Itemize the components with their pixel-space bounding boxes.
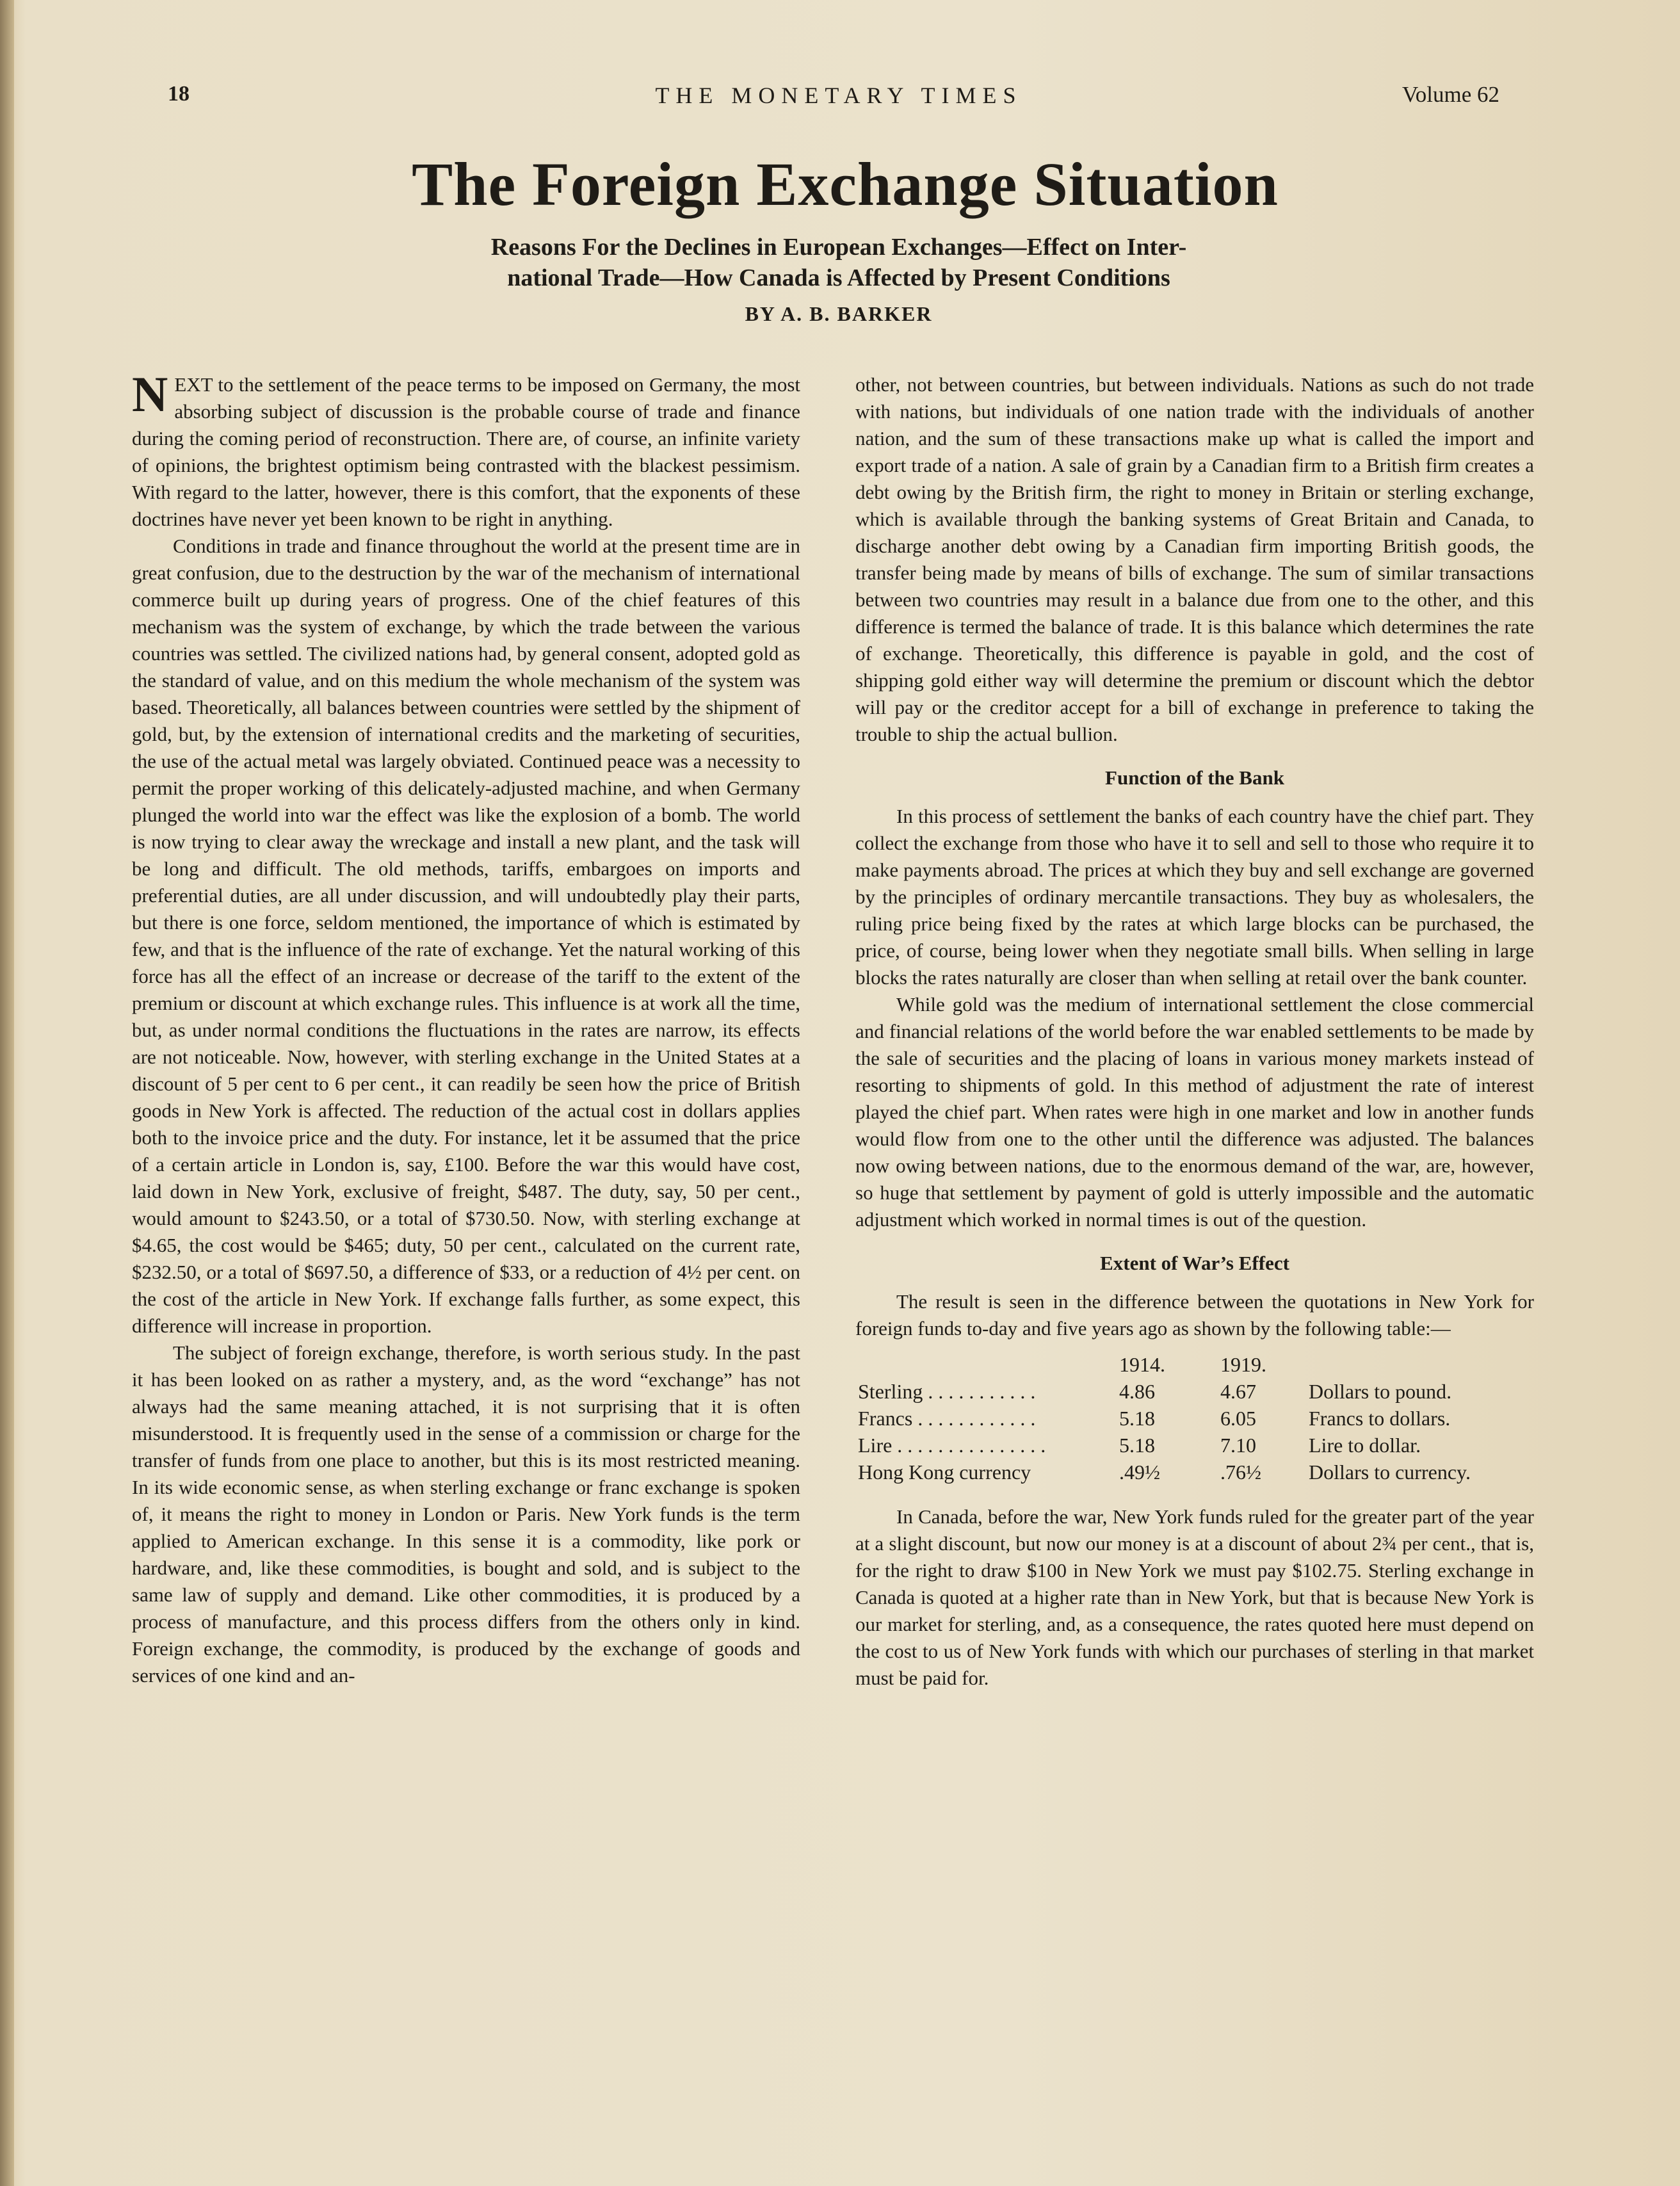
table-row	[855, 1378, 1534, 1405]
byline: BY A. B. BARKER	[745, 302, 933, 325]
rate-unit: Dollars to pound.	[1309, 1380, 1452, 1403]
paragraph-8: In Canada, before the war, New York funds ruled for the greater part of the year at a slight discount, but now our money is at a discount of about 2¾ per cent., that is, for the right to draw $100 in New York we must pay $102.75. Sterling exchange in Canada is quoted at a higher rate than in New York, but that is because New York is our market for sterling, and, as a consequence, the rates quoted here must depend on the cost to us of New York funds with which our purchases of sterling in that market must be paid for.	[855, 1505, 1534, 1689]
rate-unit: Lire to dollar.	[1309, 1434, 1421, 1457]
heading-function-of-bank: Function of the Bank	[1105, 766, 1284, 789]
page-number: 18	[168, 82, 190, 106]
paragraph-6: While gold was the medium of international settlement the close commercial and financial relations of the world before the war enabled settlements to be made by the sale of securities and the placing of loans in various money markets instead of resorting to shipments of gold. In this method of adjustment the rate of interest played the chief part. When rates were high in one market and low in another funds would flow from one to the other until the difference was adjusted. The balances now owing between nations, due to the enormous demand of the war, are, however, so huge that settlement by payment of gold is utterly impossible and the automatic adjustment which worked in normal times is out of the question.	[855, 993, 1534, 1231]
rate-unit: Francs to dollars.	[1309, 1407, 1451, 1430]
rate-1914: 5.18	[1119, 1434, 1155, 1457]
paragraph-1	[132, 366, 800, 533]
volume-label: Volume 62	[1402, 82, 1499, 107]
paragraph-7: The result is seen in the difference between the quotations in New York for foreign funds to-day and five years ago as shown by the following table:—	[855, 1290, 1534, 1340]
currency-name: Francs . . . . . . . . . . . .	[858, 1407, 1036, 1430]
article-title: The Foreign Exchange Situation	[412, 150, 1279, 218]
table-header-cell	[855, 1351, 1117, 1378]
subtitle-line-1: Reasons For the Declines in European Exchanges—Effect on Inter-	[490, 234, 1187, 261]
paragraph-4: other, not between countries, but between individuals. Nations as such do not trade with nations, but individuals of one nation trade with the individuals of another nation, and the sum of these transactions make up what is called the import and export trade of a nation. A sale of grain by a Canadian firm to a British firm creates a debt owing by the British firm, the right to money in Britain or sterling exchange, which is available through the banking systems of Great Britain and Canada, to discharge another debt owing by a Canadian firm importing British goods, the transfer being made by means of bills of exchange. The sum of similar transactions between two countries may result in a balance due from one to the other, and this difference is termed the balance of trade. It is this balance which determines the rate of exchange. Theoretically, this difference is payable in gold, and the cost of shipping gold either way will determine the premium or discount which the debtor will pay or the creditor accept for a bill of exchange in preference to taking the trouble to ship the actual bullion.	[855, 373, 1534, 745]
paragraph-1-text: EXT to the settlement of the peace terms to be imposed on Germany, the most absorbing subject of discussion is the probable course of trade and finance during the coming period of reconstruction. There are, of course, an infinite variety of opinions, the brightest optimism being contrasted with the blackest pessimism. With regard to the latter, however, there is this comfort, that the exponents of these doctrines have never yet been known to be right in anything.	[132, 373, 800, 530]
paragraph-3: The subject of foreign exchange, therefore, is worth serious study. In the past it has been looked on as rather a mystery, and, as the word “exchange” has not always had the same meaning attached, it is not surprising that it is often misunderstood. It is frequently used in the sense of a commission or charge for the transfer of funds from one place to another, but this is its most restricted meaning. In its wide economic sense, as when sterling exchange or franc exchange is spoken of, it means the right to money in London or Paris. New York funds is the term applied to American exchange. In this sense it is a commodity, like pork or hardware, and, like these commodities, is bought and sold, and is subject to the same law of supply and demand. Like other commodities, it is produced by a process of manufacture, and this process differs from the others only in kind. Foreign exchange, the commodity, is produced by the exchange of goods and services of one kind and an-	[132, 1341, 800, 1687]
right-column	[855, 371, 1534, 1692]
rate-1919: .76½	[1220, 1461, 1261, 1484]
currency-name: Hong Kong currency	[858, 1461, 1031, 1484]
paragraph-2: Conditions in trade and finance throughout the world at the present time are in great confusion, due to the destruction by the war of the mechanism of international commerce built up during years of progress. One of the chief features of this mechanism was the system of exchange, by which the trade between the various countries was settled. The civilized nations had, by general consent, adopted gold as the standard of value, and on this medium the whole mechanism of the system was based. Theoretically, all balances between countries were settled by the shipment of gold, but, by the extension of international credits and the marketing of securities, the use of the actual metal was largely obviated. Continued peace was a necessity to permit the proper working of this delicately-adjusted machine, and when Germany plunged the world into war the effect was like the explosion of a bomb. The world is now trying to clear away the wreckage and install a new plant, and the task will be long and difficult. The old methods, tariffs, embargoes on imports and preferential duties, are all under discussion, and will undoubtedly play their parts, but there is one force, seldom mentioned, the importance of which is estimated by few, and that is the influence of the rate of exchange. Yet the natural working of this force has all the effect of an increase or decrease of the tariff to the extent of the premium or discount at which exchange rules. This influence is at work all the time, but, as under normal conditions the fluctuations in the rates are narrow, its effects are not noticeable. Now, however, with sterling exchange in the United States at a discount of 5 per cent to 6 per cent., it can readily be seen how the price of British goods in New York is affected. The reduction of the actual cost in dollars applies both to the invoice price and the duty. For instance, let it be assumed that the price of a certain article in London is, say, £100. Before the war this would have cost, laid down in New York, exclusive of freight, $487. The duty, say, 50 per cent., would amount to $243.50, or a total of $730.50. Now, with sterling exchange at $4.65, the cost would be $465; duty, 50 per cent., calculated on the current rate, $232.50, or a total of $697.50, a difference of $33, or a reduction of 4½ per cent. on the cost of the article in New York. If exchange falls further, as some expect, this difference will increase in proportion.	[132, 535, 800, 1337]
subtitle-line-2: national Trade—How Canada is Affected by Present Conditions	[507, 264, 1170, 291]
table-row	[855, 1432, 1534, 1459]
paragraph-5: In this process of settlement the banks of each country have the chief part. They collect the exchange from those who have it to sell and sell to those who require it to make payments abroad. The prices at which they buy and sell exchange are governed by the principles of ordinary mercantile transactions. They buy as wholesalers, the ruling price being fixed by the rates at which large blocks can be purchased, the price, of course, being lower when they negotiate small bills. When selling in large blocks the rates naturally are closer than when selling at retail over the bank counter.	[855, 805, 1534, 989]
table-header-1919: 1919.	[1220, 1353, 1266, 1376]
binding-edge	[0, 0, 14, 2186]
journal-title: THE MONETARY TIMES	[655, 83, 1022, 108]
table-header-row	[855, 1351, 1534, 1378]
article-subtitle	[359, 232, 1319, 293]
rate-1914: 4.86	[1119, 1380, 1155, 1403]
running-head	[0, 82, 1680, 114]
rate-1914: 5.18	[1119, 1407, 1155, 1430]
rate-unit: Dollars to currency.	[1309, 1461, 1471, 1484]
table-row	[855, 1459, 1534, 1486]
table-header-1914: 1914.	[1119, 1353, 1165, 1376]
rate-1919: 4.67	[1220, 1380, 1256, 1403]
table-header-cell	[1306, 1351, 1534, 1378]
rate-1919: 6.05	[1220, 1407, 1256, 1430]
rate-1919: 7.10	[1220, 1434, 1256, 1457]
left-column	[132, 366, 800, 1689]
currency-name: Sterling . . . . . . . . . . .	[858, 1380, 1036, 1403]
drop-cap: N	[132, 366, 168, 422]
heading-extent-of-war-effect: Extent of War’s Effect	[1100, 1252, 1289, 1274]
table-row	[855, 1405, 1534, 1432]
rate-1914: .49½	[1119, 1461, 1160, 1484]
exchange-quotations-table	[855, 1351, 1534, 1486]
currency-name: Lire . . . . . . . . . . . . . . .	[858, 1434, 1046, 1457]
